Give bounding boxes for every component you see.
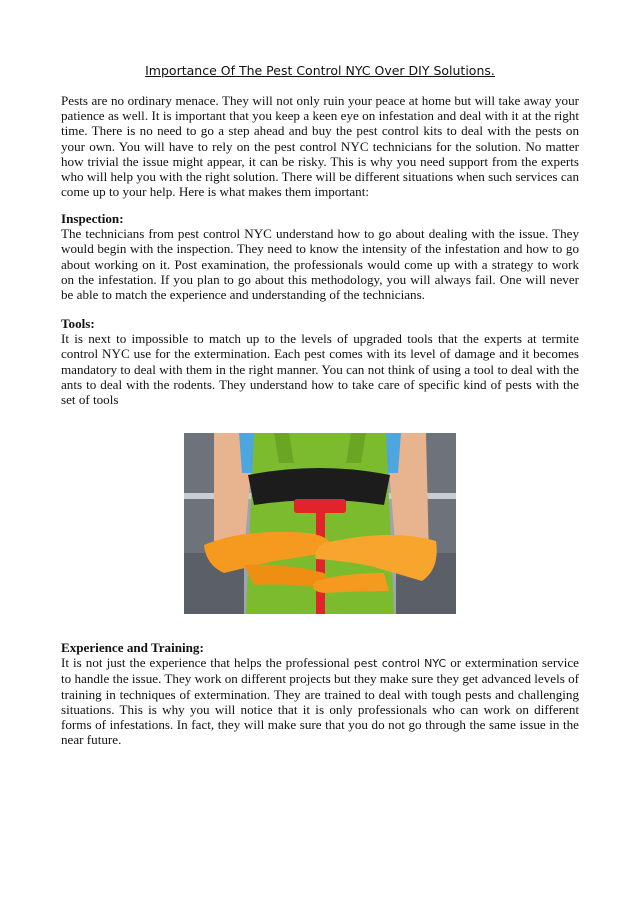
cleaning-person-image <box>184 433 456 614</box>
section-tools <box>61 316 579 407</box>
page-title: Importance Of The Pest Control NYC Over DIY Solutions. <box>145 63 495 78</box>
section-heading: Tools: <box>61 316 95 331</box>
section-body-start: It is not just the experience that helps the professional <box>61 655 354 671</box>
section-body: The technicians from pest control NYC understand how to go about dealing with the issue. They would begin with the inspection. They need to know the intensity of the infestation and how to go about working on it. Post examination, the professionals would come up with a strategy to work on the infestation. If you plan to go about this methodology, you will always fail. One will never be able to match the experience and understanding of the technicians. <box>61 226 579 303</box>
section-inspection <box>61 211 579 302</box>
section-heading: Inspection: <box>61 211 124 226</box>
section-body-end: or extermination service to handle the issue. They work on different projects but they make sure they get advanced levels of training in techniques of extermination. They are trained to deal with tough pests and challenging situations. This is why you will notice that it is only professionals who can work on different forms of infestations. In fact, they will make sure that you do not go through the same issue in the near future. <box>61 655 580 748</box>
inline-keyword-link[interactable]: pest control NYC <box>353 657 447 671</box>
cleaning-illustration <box>184 433 456 614</box>
section-experience <box>61 640 579 747</box>
section-body: It is next to impossible to match up to the levels of upgraded tools that the experts at termite control NYC use for the extermination. Each pest comes with its level of damage and it becomes mandatory to deal with them in the right manner. You can not think of using a tool to deal with the ants to deal with the rodents. They understand how to take care of specific kind of pests with the set of tools <box>61 331 579 408</box>
intro-paragraph: Pests are no ordinary menace. They will not only ruin your peace at home but will take away your patience as well. It is important that you keep a keen eye on infestation and deal with it at the right time. There is no need to go a step ahead and buy the pest control kits to deal with the pests on your own. You will have to rely on the pest control NYC technicians for the solution. No matter how trivial the issue might appear, it can be risky. This is why you need support from the experts who will help you with the right solution. There will be different situations when such services can come up to your help. Here is what makes them important: <box>61 93 579 200</box>
section-heading: Experience and Training: <box>61 640 204 655</box>
